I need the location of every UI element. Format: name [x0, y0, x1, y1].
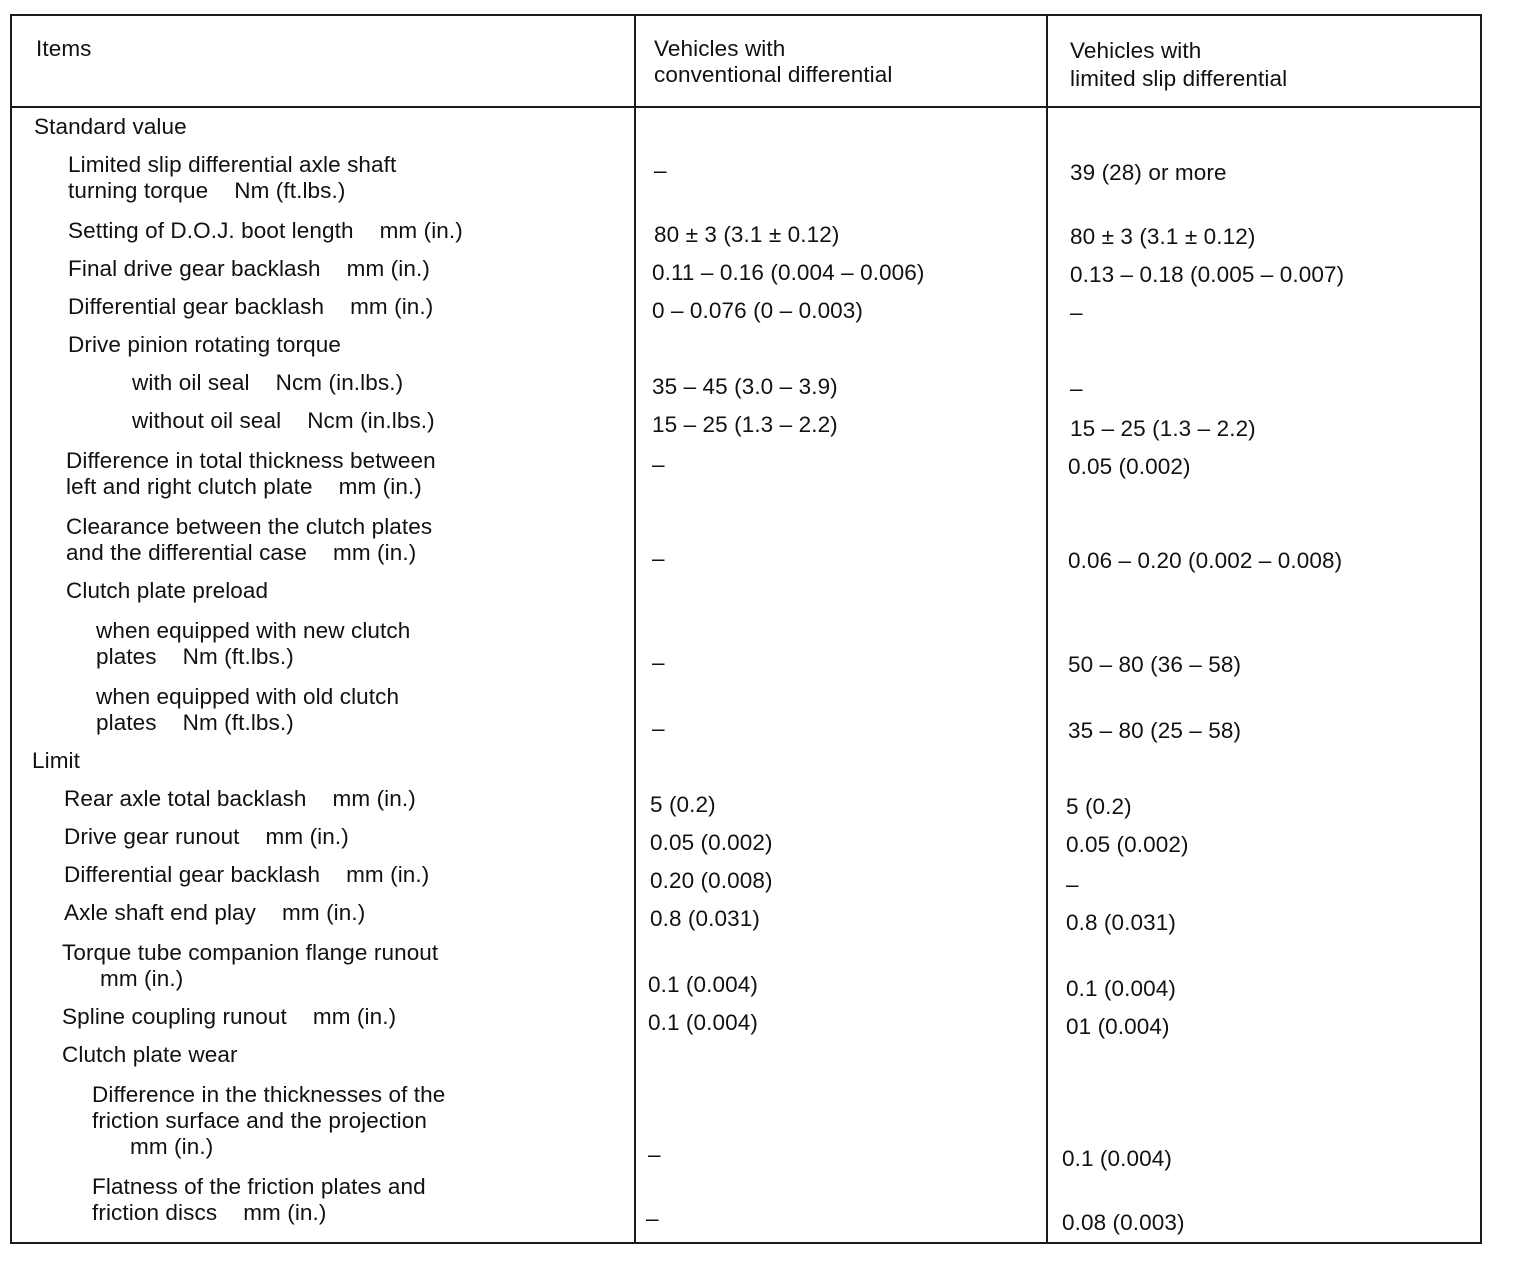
conventional-value: – — [652, 650, 665, 675]
section-standard-value: Standard value — [34, 114, 187, 139]
row-unit: mm (in.) — [265, 824, 349, 849]
spec-table — [10, 14, 1482, 1244]
row-label: Clutch plate preload — [66, 578, 269, 603]
lsd-value: 0.13 – 0.18 (0.005 – 0.007) — [1070, 262, 1345, 287]
row-label: plates Nm (ft.lbs.) — [96, 710, 294, 735]
column-divider — [1046, 16, 1048, 1242]
conventional-value: – — [652, 452, 665, 477]
row-unit: mm (in.) — [312, 1004, 397, 1029]
conventional-value: 80 ± 3 (3.1 ± 0.12) — [654, 222, 840, 247]
row-label: Final drive gear backlash mm (in.) — [68, 256, 430, 281]
lsd-value: 0.1 (0.004) — [1062, 1146, 1172, 1171]
conventional-value: 0.8 (0.031) — [650, 906, 760, 931]
conventional-value: – — [646, 1206, 659, 1231]
header-items: Items — [36, 36, 92, 61]
conventional-value: 0.1 (0.004) — [648, 972, 758, 997]
conventional-value: 0.1 (0.004) — [648, 1010, 758, 1035]
row-label: and the differential case mm (in.) — [66, 540, 417, 565]
lsd-value: 5 (0.2) — [1066, 794, 1132, 819]
row-label: plates Nm (ft.lbs.) — [96, 644, 294, 669]
row-unit: Nm (ft.lbs.) — [182, 710, 294, 735]
row-unit: mm (in.) — [379, 218, 463, 243]
row-unit: mm (in.) — [338, 474, 422, 499]
conventional-value: 0.20 (0.008) — [650, 868, 773, 893]
conventional-value: – — [654, 158, 667, 183]
row-label: Drive gear runout mm (in.) — [64, 824, 349, 849]
lsd-value: 0.06 – 0.20 (0.002 – 0.008) — [1068, 548, 1343, 573]
row-unit: mm (in.) — [346, 256, 430, 281]
lsd-value: 0.05 (0.002) — [1068, 454, 1191, 479]
row-unit: mm (in.) — [350, 294, 434, 319]
row-unit: mm (in.) — [243, 1200, 327, 1225]
conventional-value: 5 (0.2) — [650, 792, 716, 817]
lsd-value: 15 – 25 (1.3 – 2.2) — [1070, 416, 1256, 441]
conventional-value: – — [652, 716, 665, 741]
section-limit: Limit — [32, 748, 81, 773]
header-lsd-line-1: Vehicles with — [1070, 38, 1202, 63]
header-conventional-line-1: Vehicles with — [654, 36, 786, 61]
header-lsd-line-2: limited slip differential — [1070, 66, 1288, 91]
row-unit: mm (in.) — [100, 966, 184, 991]
header-conventional-line-2: conventional differential — [654, 62, 893, 87]
row-label: friction discs mm (in.) — [92, 1200, 327, 1225]
conventional-value: – — [648, 1142, 661, 1167]
lsd-value: 0.05 (0.002) — [1066, 832, 1189, 857]
row-unit: Nm (ft.lbs.) — [182, 644, 294, 669]
row-label: Torque tube companion flange runout — [62, 940, 439, 965]
row-label: Limited slip differential axle shaft — [68, 152, 397, 177]
row-unit: Ncm (in.lbs.) — [275, 370, 404, 395]
row-unit: Ncm (in.lbs.) — [307, 408, 435, 433]
row-label: Spline coupling runout mm (in.) — [62, 1004, 397, 1029]
lsd-value: 01 (0.004) — [1066, 1014, 1170, 1039]
row-label: Clearance between the clutch plates — [66, 514, 433, 539]
row-label: left and right clutch plate mm (in.) — [66, 474, 422, 499]
row-unit: mm (in.) — [332, 786, 416, 811]
row-label: Rear axle total backlash mm (in.) — [64, 786, 416, 811]
row-label: Differential gear backlash mm (in.) — [68, 294, 434, 319]
row-label: Flatness of the friction plates and — [92, 1174, 426, 1199]
header-divider — [12, 106, 1480, 108]
row-label: Difference in total thickness between — [66, 448, 436, 473]
row-unit: mm (in.) — [282, 900, 366, 925]
lsd-value: – — [1066, 872, 1079, 897]
conventional-value: 0 – 0.076 (0 – 0.003) — [652, 298, 864, 323]
row-label: Difference in the thicknesses of the — [92, 1082, 446, 1107]
row-label: turning torque Nm (ft.lbs.) — [68, 178, 346, 203]
row-label: Setting of D.O.J. boot length mm (in.) — [68, 218, 463, 243]
conventional-value: – — [652, 546, 665, 571]
row-unit: mm (in.) — [346, 862, 430, 887]
conventional-value: 35 – 45 (3.0 – 3.9) — [652, 374, 838, 399]
lsd-value: 39 (28) or more — [1070, 160, 1227, 185]
lsd-value: 0.1 (0.004) — [1066, 976, 1176, 1001]
row-label: Differential gear backlash mm (in.) — [64, 862, 430, 887]
row-label: without oil seal Ncm (in.lbs.) — [132, 408, 435, 433]
row-label: Drive pinion rotating torque — [68, 332, 341, 357]
lsd-value: 35 – 80 (25 – 58) — [1068, 718, 1242, 743]
lsd-value: 80 ± 3 (3.1 ± 0.12) — [1070, 224, 1256, 249]
conventional-value: 0.11 – 0.16 (0.004 – 0.006) — [652, 260, 925, 285]
lsd-value: – — [1070, 376, 1083, 401]
row-label: Axle shaft end play mm (in.) — [64, 900, 366, 925]
row-unit: mm (in.) — [333, 540, 417, 565]
lsd-value: 0.08 (0.003) — [1062, 1210, 1185, 1235]
row-label: friction surface and the projection — [92, 1108, 427, 1133]
conventional-value: 15 – 25 (1.3 – 2.2) — [652, 412, 838, 437]
row-label: when equipped with new clutch — [96, 618, 411, 643]
row-unit: mm (in.) — [130, 1134, 214, 1159]
lsd-value: – — [1070, 300, 1083, 325]
row-label: Clutch plate wear — [62, 1042, 238, 1067]
lsd-value: 0.8 (0.031) — [1066, 910, 1176, 935]
column-divider — [634, 16, 636, 1242]
row-label: with oil seal Ncm (in.lbs.) — [132, 370, 404, 395]
row-unit: Nm (ft.lbs.) — [234, 178, 346, 203]
row-label: when equipped with old clutch — [96, 684, 400, 709]
lsd-value: 50 – 80 (36 – 58) — [1068, 652, 1242, 677]
conventional-value: 0.05 (0.002) — [650, 830, 773, 855]
